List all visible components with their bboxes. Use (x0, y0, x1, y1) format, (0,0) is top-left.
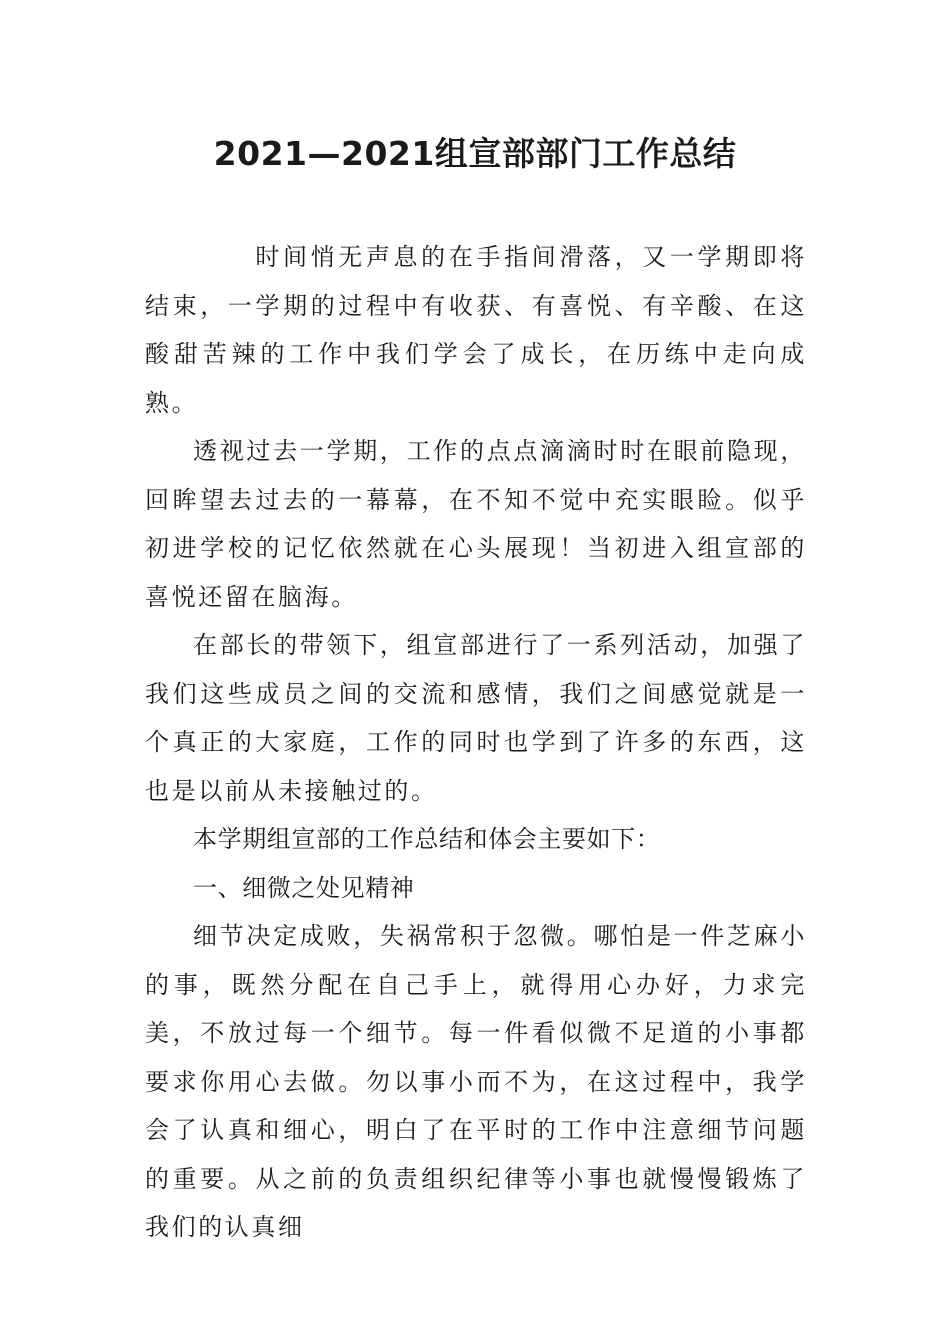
paragraph: 时间悄无声息的在手指间滑落，又一学期即将结束，一学期的过程中有收获、有喜悦、有辛酸、在这酸甜苦辣的工作中我们学会了成长，在历练中走向成熟。 (145, 243, 807, 417)
document-body (145, 233, 807, 1252)
paragraph: 细节决定成败，失祸常积于忽微。哪怕是一件芝麻小的事，既然分配在自己手上，就得用心办好，力求完美，不放过每一个细节。每一件看似微不足道的小事都要求你用心去做。勿以事小而不为，在这过程中，我学会了认真和细心，明白了在平时的工作中注意细节问题的重要。从之前的负责组织纪律等小事也就慢慢锻炼了我们的认真细 (145, 922, 807, 1241)
document-title: 2021—2021组宣部部门工作总结 (213, 134, 737, 173)
paragraph: 透视过去一学期，工作的点点滴滴时时在眼前隐现，回眸望去过去的一幕幕，在不知不觉中充实眼睑。似乎初进学校的记忆依然就在心头展现！当初进入组宣部的喜悦还留在脑海。 (145, 437, 807, 611)
paragraph: 在部长的带领下，组宣部进行了一系列活动，加强了我们这些成员之间的交流和感情，我们之间感觉就是一个真正的大家庭，工作的同时也学到了许多的东西，这也是以前从未接触过的。 (145, 631, 807, 805)
section-heading: 一、细微之处见精神 (193, 873, 415, 902)
paragraph: 本学期组宣部的工作总结和体会主要如下： (193, 825, 661, 853)
